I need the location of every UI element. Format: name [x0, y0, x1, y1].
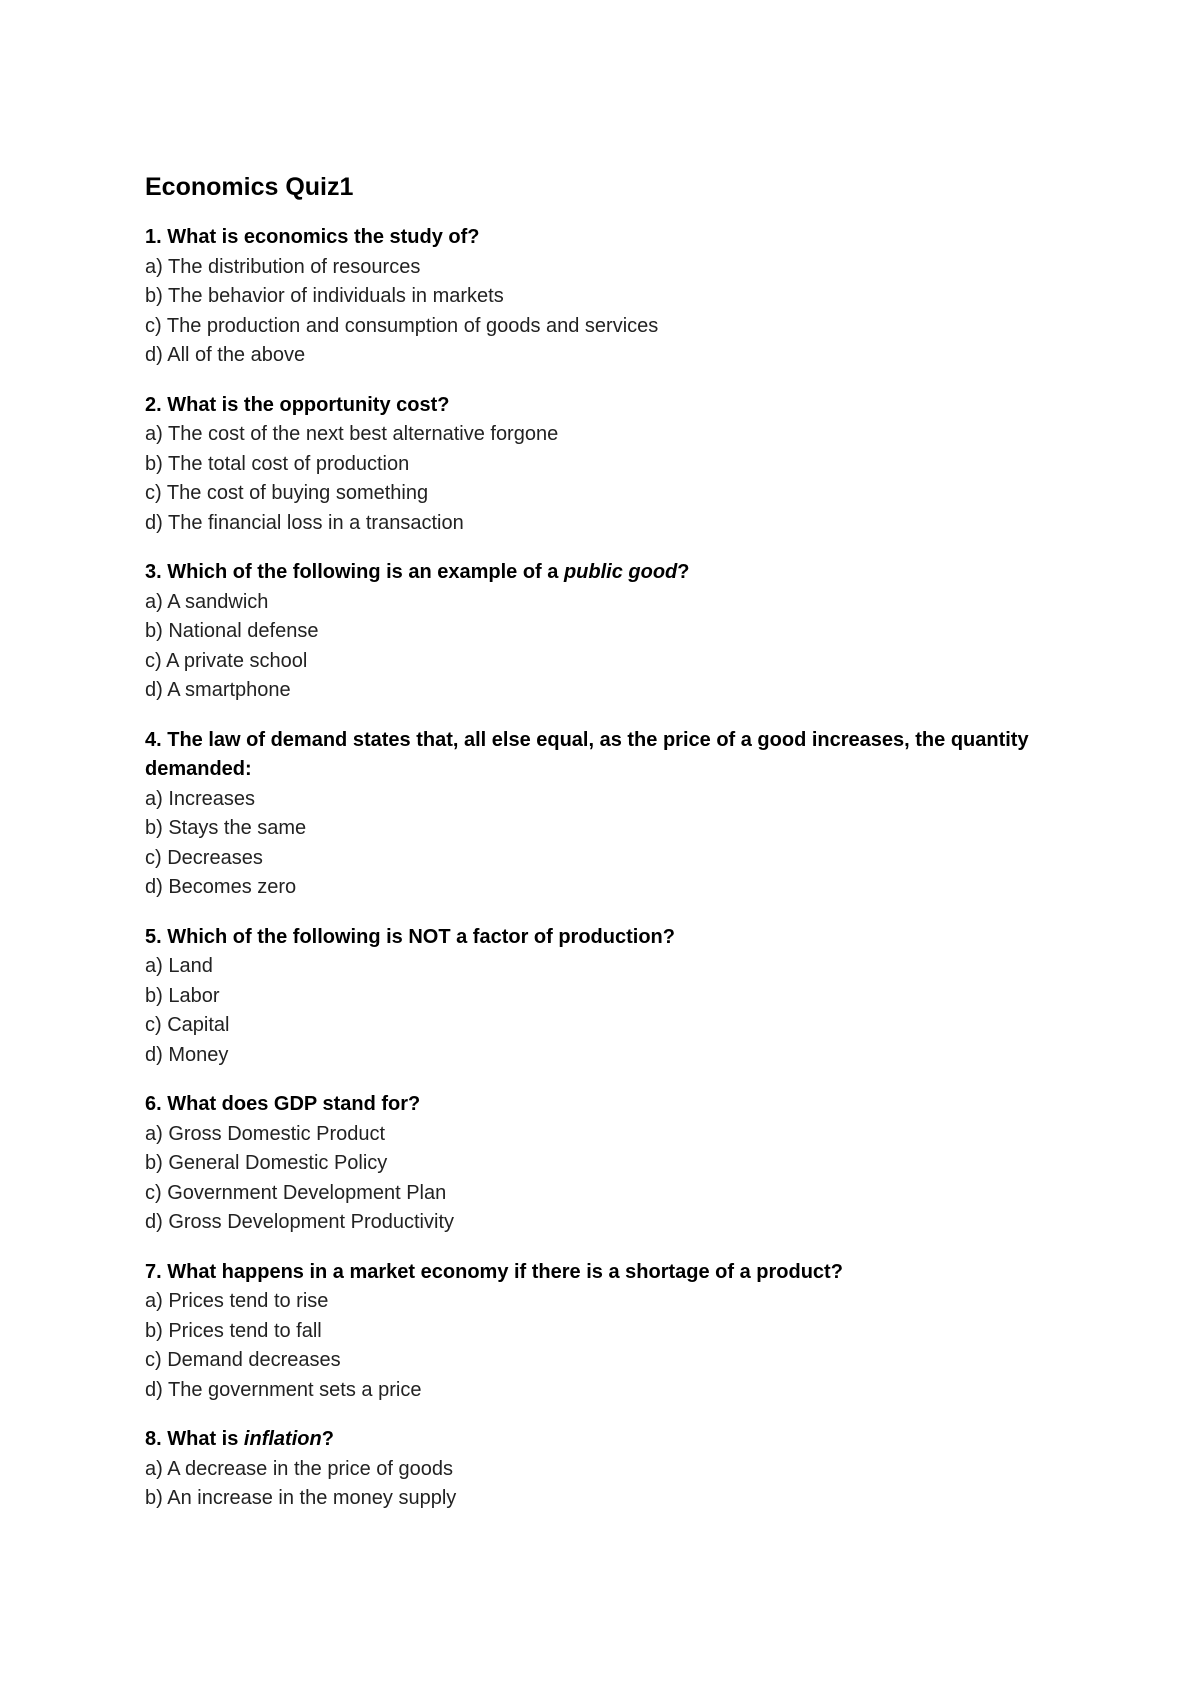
- answer-option: c) Decreases: [145, 846, 263, 869]
- question-text: [145, 726, 1075, 785]
- question-7: [145, 1258, 1075, 1406]
- question-prompt: Which of the following is NOT a factor of production?: [167, 925, 675, 948]
- question-text: [145, 1425, 1075, 1455]
- document-content: [145, 170, 1075, 1534]
- answer-option: b) Prices tend to fall: [145, 1319, 322, 1342]
- question-emphasis: inflation: [243, 1428, 322, 1450]
- question-number: 3.: [145, 561, 162, 583]
- question-8: [145, 1425, 1075, 1514]
- answer-option: c) The production and consumption of goods and services: [145, 314, 659, 337]
- question-prompt-end: ?: [677, 561, 690, 583]
- question-prompt: What happens in a market economy if there is a shortage of a product?: [167, 1260, 843, 1283]
- answer-option: d) The government sets a price: [145, 1378, 422, 1401]
- answer-option: c) The cost of buying something: [145, 482, 429, 504]
- answer-option: b) The behavior of individuals in markets: [145, 285, 504, 307]
- answer-option: a) Land: [145, 955, 213, 977]
- question-prompt: What is the opportunity cost?: [167, 393, 450, 416]
- answer-option: d) A smartphone: [145, 679, 291, 701]
- answer-option: b) National defense: [145, 620, 319, 642]
- answer-option: d) The financial loss in a transaction: [145, 511, 464, 534]
- document-title: Economics Quiz1: [145, 173, 354, 201]
- question-prompt: What is: [167, 1428, 244, 1450]
- question-4: [145, 726, 1075, 903]
- answer-option: a) A sandwich: [145, 590, 269, 613]
- question-text: [145, 391, 1075, 421]
- question-number: 1.: [145, 226, 162, 248]
- answer-option: a) Increases: [145, 787, 256, 810]
- question-text: [145, 223, 1075, 253]
- answer-option: a) A decrease in the price of goods: [145, 1457, 453, 1480]
- question-text: [145, 1090, 1075, 1120]
- question-text: [145, 923, 1075, 953]
- question-text: [145, 558, 1075, 588]
- question-prompt: The law of demand states that, all else equal, as the price of a good increases, the quantity demanded:: [145, 728, 1029, 780]
- answer-option: d) Becomes zero: [145, 876, 297, 898]
- question-number: 4.: [145, 728, 162, 751]
- answer-option: d) Gross Development Productivity: [145, 1211, 455, 1233]
- answer-option: d) All of the above: [145, 344, 306, 366]
- question-number: 2.: [145, 393, 162, 416]
- question-number: 6.: [145, 1093, 162, 1115]
- question-1: [145, 223, 1075, 371]
- answer-option: b) General Domestic Policy: [145, 1152, 388, 1174]
- question-6: [145, 1090, 1075, 1238]
- question-prompt-end: ?: [321, 1428, 334, 1450]
- answer-option: a) The cost of the next best alternative forgone: [145, 423, 559, 445]
- answer-option: a) Gross Domestic Product: [145, 1122, 386, 1145]
- question-prompt: What does GDP stand for?: [167, 1093, 421, 1115]
- question-number: 7.: [145, 1260, 162, 1283]
- answer-option: c) Demand decreases: [145, 1349, 341, 1371]
- answer-option: a) Prices tend to rise: [145, 1290, 329, 1312]
- question-3: [145, 558, 1075, 706]
- answer-option: a) The distribution of resources: [145, 255, 421, 278]
- answer-option: b) An increase in the money supply: [145, 1487, 457, 1509]
- answer-option: b) Labor: [145, 984, 220, 1007]
- question-number: 5.: [145, 925, 162, 948]
- answer-option: d) Money: [145, 1043, 229, 1066]
- question-number: 8.: [145, 1428, 162, 1450]
- answer-option: b) Stays the same: [145, 817, 307, 839]
- question-prompt: Which of the following is an example of a: [167, 561, 564, 583]
- answer-option: c) Capital: [145, 1014, 230, 1036]
- answer-option: b) The total cost of production: [145, 452, 410, 475]
- question-emphasis: public good: [563, 561, 678, 583]
- answer-option: c) A private school: [145, 649, 308, 672]
- answer-option: c) Government Development Plan: [145, 1181, 447, 1204]
- question-2: [145, 391, 1075, 539]
- question-5: [145, 923, 1075, 1071]
- question-text: [145, 1258, 1075, 1288]
- question-prompt: What is economics the study of?: [167, 226, 480, 248]
